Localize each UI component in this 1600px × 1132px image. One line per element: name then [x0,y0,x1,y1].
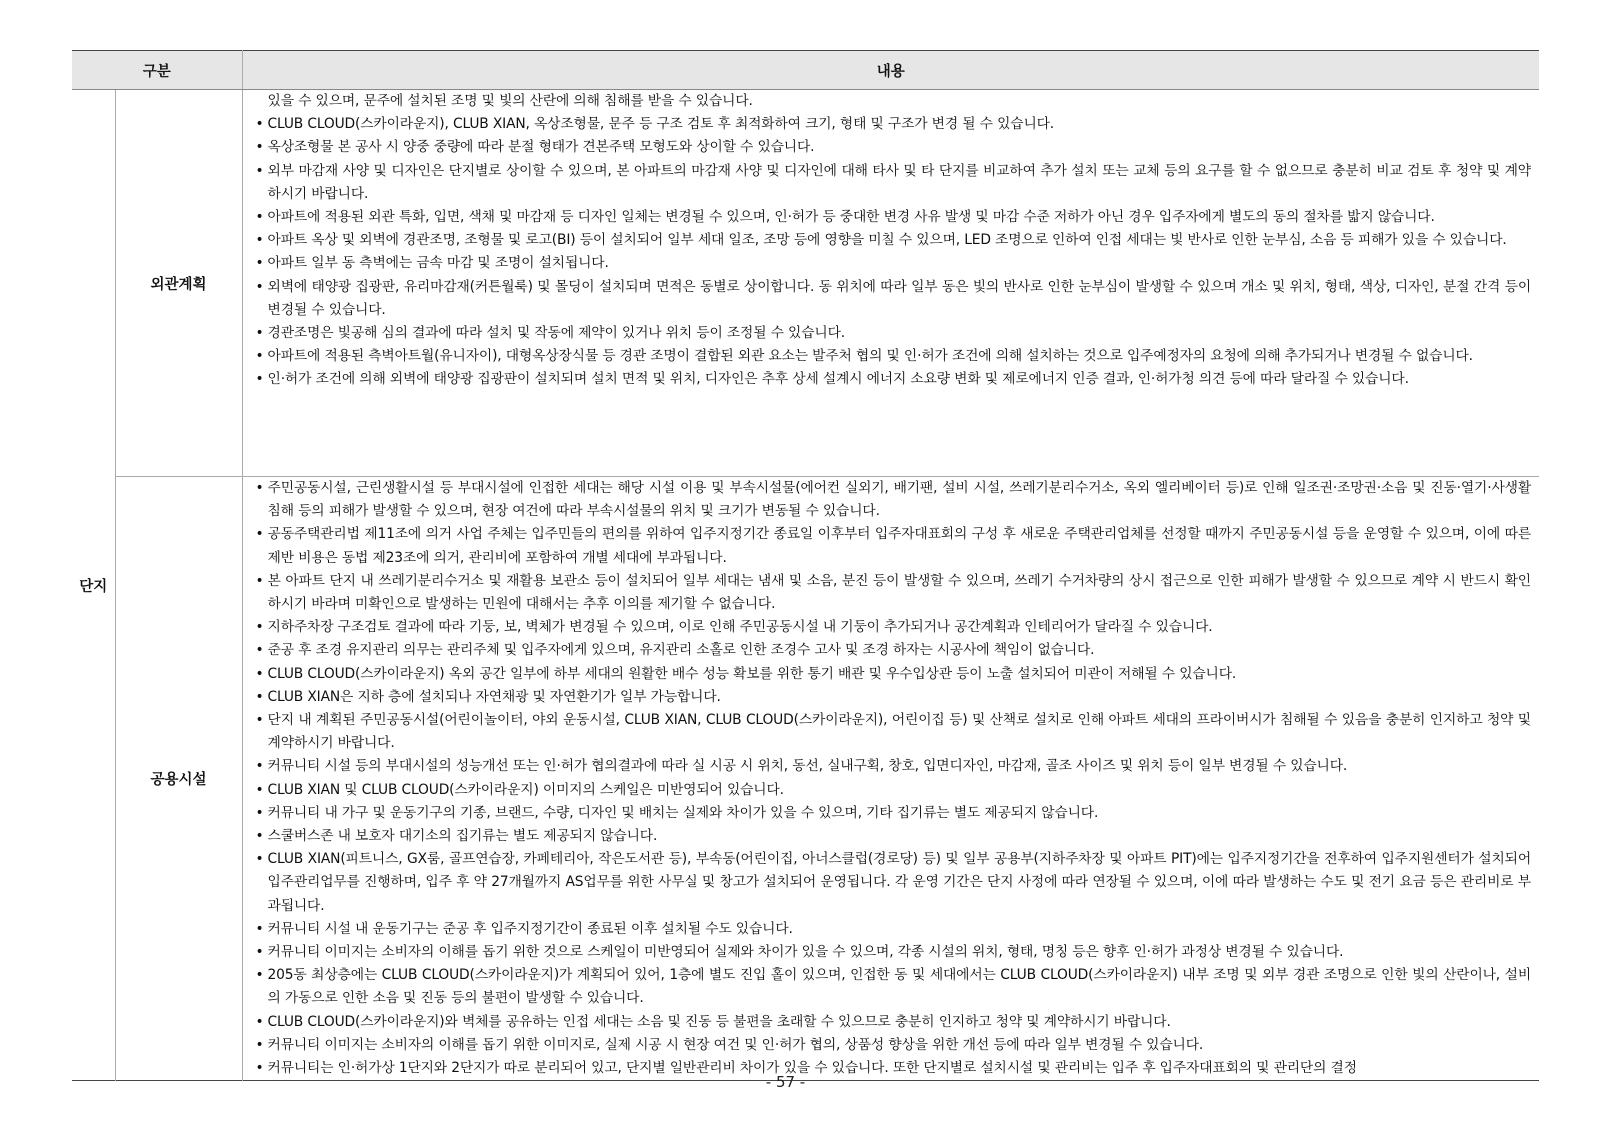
bullet-item: • 외벽에 태양광 집광판, 유리마감재(커튼월룩) 및 몰딩이 설치되며 면적은 동별로 상이합니다. 동 위치에 따라 일부 동은 빛의 반사로 인한 눈부심이 발생할 수 있으며 개소 및 위치, 형태, 색상, 디자인, 분절 간격 등이 변경될 수 있습니다. [256,276,1531,322]
bullet-item: • CLUB XIAN(피트니스, GX룸, 골프연습장, 카페테리아, 작은도서관 등), 부속동(어린이집, 아너스클럽(경로당) 등) 및 일부 공용부(지하주차장 및 아파트 PIT)에는 입주지정기간을 전후하여 입주지원센터가 설치되어 입주관리업무를 진행하며, 입주 후 약 27개월까지 AS업무를 위한 사무실 및 창고가 설치되어 운영됩니다. 각 운영 기간은 단지 사정에 따라 연장될 수 있으며, 이에 따라 발생하는 수도 및 전기 요금 등은 관리비로 부과됩니다. [256,848,1531,918]
bullet-item: 있을 수 있으며, 문주에 설치된 조명 및 빛의 산란에 의해 침해를 받을 수 있습니다. [267,93,753,109]
bullet-item: • CLUB XIAN은 지하 층에 설치되나 자연채광 및 자연환기가 일부 가능합니다. [256,686,1531,709]
bullet-item: • 커뮤니티는 인·허가상 1단지와 2단지가 따로 분리되어 있고, 단지별 일반관리비 차이가 있을 수 있습니다. 또한 단지별로 설치시설 및 관리비는 입주 후 입주자대표회의 및 관리단의 결정 [256,1057,1531,1080]
bullet-item: • 아파트에 적용된 측벽아트월(유니자이), 대형옥상장식물 등 경관 조명이 결합된 외관 요소는 발주처 협의 및 인·허가 조건에 의해 설치하는 것으로 입주예정자의 요청에 의해 추가되거나 변경될 수 없습니다. [256,345,1531,368]
bullet-list-shared [256,477,1531,1080]
bullet-list-exterior [256,90,1531,392]
bullet-item: • 본 아파트 단지 내 쓰레기분리수거소 및 재활용 보관소 등이 설치되어 일부 세대는 냄새 및 소음, 분진 등이 발생할 수 있으며, 쓰레기 수거차량의 상시 접근으로 인한 피해가 발생할 수 있으므로 계약 시 반드시 확인하시기 바라며 미확인으로 발생하는 민원에 대해서는 추후 이의를 제기할 수 없습니다. [256,570,1531,616]
notice-table [72,50,1539,1081]
bullet-item: • CLUB CLOUD(스카이라운지), CLUB XIAN, 옥상조형물, 문주 등 구조 검토 후 최적화하여 크기, 형태 및 구조가 변경 될 수 있습니다. [256,113,1531,136]
page-number: - 57 - [765,1073,806,1091]
section-content-shared [242,477,1539,1081]
bullet-item: • 아파트 옥상 및 외벽에 경관조명, 조형물 및 로고(BI) 등이 설치되어 일부 세대 일조, 조망 등에 영향을 미칠 수 있으며, LED 조명으로 인하여 인접 세대는 빛 반사로 인한 눈부심, 소음 등 피해가 있을 수 있습니다. [256,229,1531,252]
section-row-shared [72,477,1539,1081]
bullet-item: • 아파트에 적용된 외관 특화, 입면, 색채 및 마감재 등 디자인 일체는 변경될 수 있으며, 인·허가 등 중대한 변경 사유 발생 및 마감 수준 저하가 아닌 경우 입주자에게 별도의 동의 절차를 밟지 않습니다. [256,206,1531,229]
bullet-item: • 스쿨버스존 내 보호자 대기소의 집기류는 별도 제공되지 않습니다. [256,825,1531,848]
header-category: 구분 [72,51,242,90]
header-content: 내용 [242,51,1539,90]
bullet-item: • 경관조명은 빛공해 심의 결과에 따라 설치 및 작동에 제약이 있거나 위치 등이 조정될 수 있습니다. [256,322,1531,345]
section-content-exterior [242,90,1539,477]
table-header-row [72,51,1539,90]
bullet-item: • 외부 마감재 사양 및 디자인은 단지별로 상이할 수 있으며, 본 아파트의 마감재 사양 및 디자인에 대해 타사 및 타 단지를 비교하여 추가 설치 또는 교체 등의 요구를 할 수 없으므로 충분히 비교 검토 후 청약 및 계약하시기 바랍니다. [256,160,1531,206]
bullet-item: • CLUB CLOUD(스카이라운지) 옥외 공간 일부에 하부 세대의 원활한 배수 성능 확보를 위한 통기 배관 및 우수입상관 등이 노출 설치되어 미관이 저해될 수 있습니다. [256,663,1531,686]
bullet-item: • 아파트 일부 동 측벽에는 금속 마감 및 조명이 설치됩니다. [256,252,1531,275]
bullet-item: • 205동 최상층에는 CLUB CLOUD(스카이라운지)가 계획되어 있어, 1층에 별도 진입 홀이 있으며, 인접한 동 및 세대에서는 CLUB CLOUD(스카이라운지) 내부 조명 및 외부 경관 조명으로 인한 빛의 산란이나, 설비의 가동으로 인한 소음 및 진동 등의 불편이 발생할 수 있습니다. [256,964,1531,1010]
group-label: 단지 [72,90,115,1081]
bullet-item: • 인·허가 조건에 의해 외벽에 태양광 집광판이 설치되며 설치 면적 및 위치, 디자인은 추후 상세 설계시 에너지 소요량 변화 및 제로에너지 인증 결과, 인·허가청 의견 등에 따라 달라질 수 있습니다. [256,368,1531,391]
bullet-item: • 커뮤니티 시설 내 운동기구는 준공 후 입주지정기간이 종료된 이후 설치될 수도 있습니다. [256,918,1531,941]
bullet-item: • 단지 내 계획된 주민공동시설(어린이놀이터, 야외 운동시설, CLUB XIAN, CLUB CLOUD(스카이라운지), 어린이집 등) 및 산책로 설치로 인해 아파트 세대의 프라이버시가 침해될 수 있음을 충분히 인지하고 청약 및 계약하시기 바랍니다. [256,709,1531,755]
bullet-item: • 커뮤니티 이미지는 소비자의 이해를 돕기 위한 이미지로, 실제 시공 시 현장 여건 및 인·허가 협의, 상품성 향상을 위한 개선 등에 따라 일부 변경될 수 있습니다. [256,1034,1531,1057]
bullet-item: • 지하주차장 구조검토 결과에 따라 기둥, 보, 벽체가 변경될 수 있으며, 이로 인해 주민공동시설 내 기둥이 추가되거나 공간계획과 인테리어가 달라질 수 있습니다. [256,616,1531,639]
section-row-exterior [72,90,1539,477]
bullet-item: • 준공 후 조경 유지관리 의무는 관리주체 및 입주자에게 있으며, 유지관리 소홀로 인한 조경수 고사 및 조경 하자는 시공사에 책임이 없습니다. [256,639,1531,662]
bullet-item: • 주민공동시설, 근린생활시설 등 부대시설에 인접한 세대는 해당 시설 이용 및 부속시설물(에어컨 실외기, 배기팬, 설비 시설, 쓰레기분리수거소, 옥외 엘리베이터 등)로 인해 일조권·조망권·소음 및 진동·열기·사생활 침해 등의 피해가 발생할 수 있으며, 현장 여건에 따라 부속시설물의 위치 및 크기가 변동될 수 있습니다. [256,477,1531,523]
bullet-item: • CLUB XIAN 및 CLUB CLOUD(스카이라운지) 이미지의 스케일은 미반영되어 있습니다. [256,779,1531,802]
section-title-exterior: 외관계획 [115,90,242,477]
bullet-item: • 커뮤니티 내 가구 및 운동기구의 기종, 브랜드, 수량, 디자인 및 배치는 실제와 차이가 있을 수 있으며, 기타 집기류는 별도 제공되지 않습니다. [256,802,1531,825]
bullet-item: • 커뮤니티 이미지는 소비자의 이해를 돕기 위한 것으로 스케일이 미반영되어 실제와 차이가 있을 수 있으며, 각종 시설의 위치, 형태, 명칭 등은 향후 인·허가 과정상 변경될 수 있습니다. [256,941,1531,964]
bullet-item: • 공동주택관리법 제11조에 의거 사업 주체는 입주민들의 편의를 위하여 입주지정기간 종료일 이후부터 입주자대표회의 구성 후 새로운 주택관리업체를 선정할 때까지 주민공동시설 등을 운영할 수 있으며, 이에 따른 제반 비용은 동법 제23조에 의거, 관리비에 포함하여 개별 세대에 부과됩니다. [256,523,1531,569]
bullet-item: • 옥상조형물 본 공사 시 양중 중량에 따라 분절 형태가 견본주택 모형도와 상이할 수 있습니다. [256,136,1531,159]
section-title-shared: 공용시설 [115,477,242,1081]
bullet-item: • 커뮤니티 시설 등의 부대시설의 성능개선 또는 인·허가 협의결과에 따라 실 시공 시 위치, 동선, 실내구획, 창호, 입면디자인, 마감재, 골조 사이즈 및 위치 등이 일부 변경될 수 있습니다. [256,755,1531,778]
bullet-item: • CLUB CLOUD(스카이라운지)와 벽체를 공유하는 인접 세대는 소음 및 진동 등 불편을 초래할 수 있으므로 충분히 인지하고 청약 및 계약하시기 바랍니다. [256,1011,1531,1034]
